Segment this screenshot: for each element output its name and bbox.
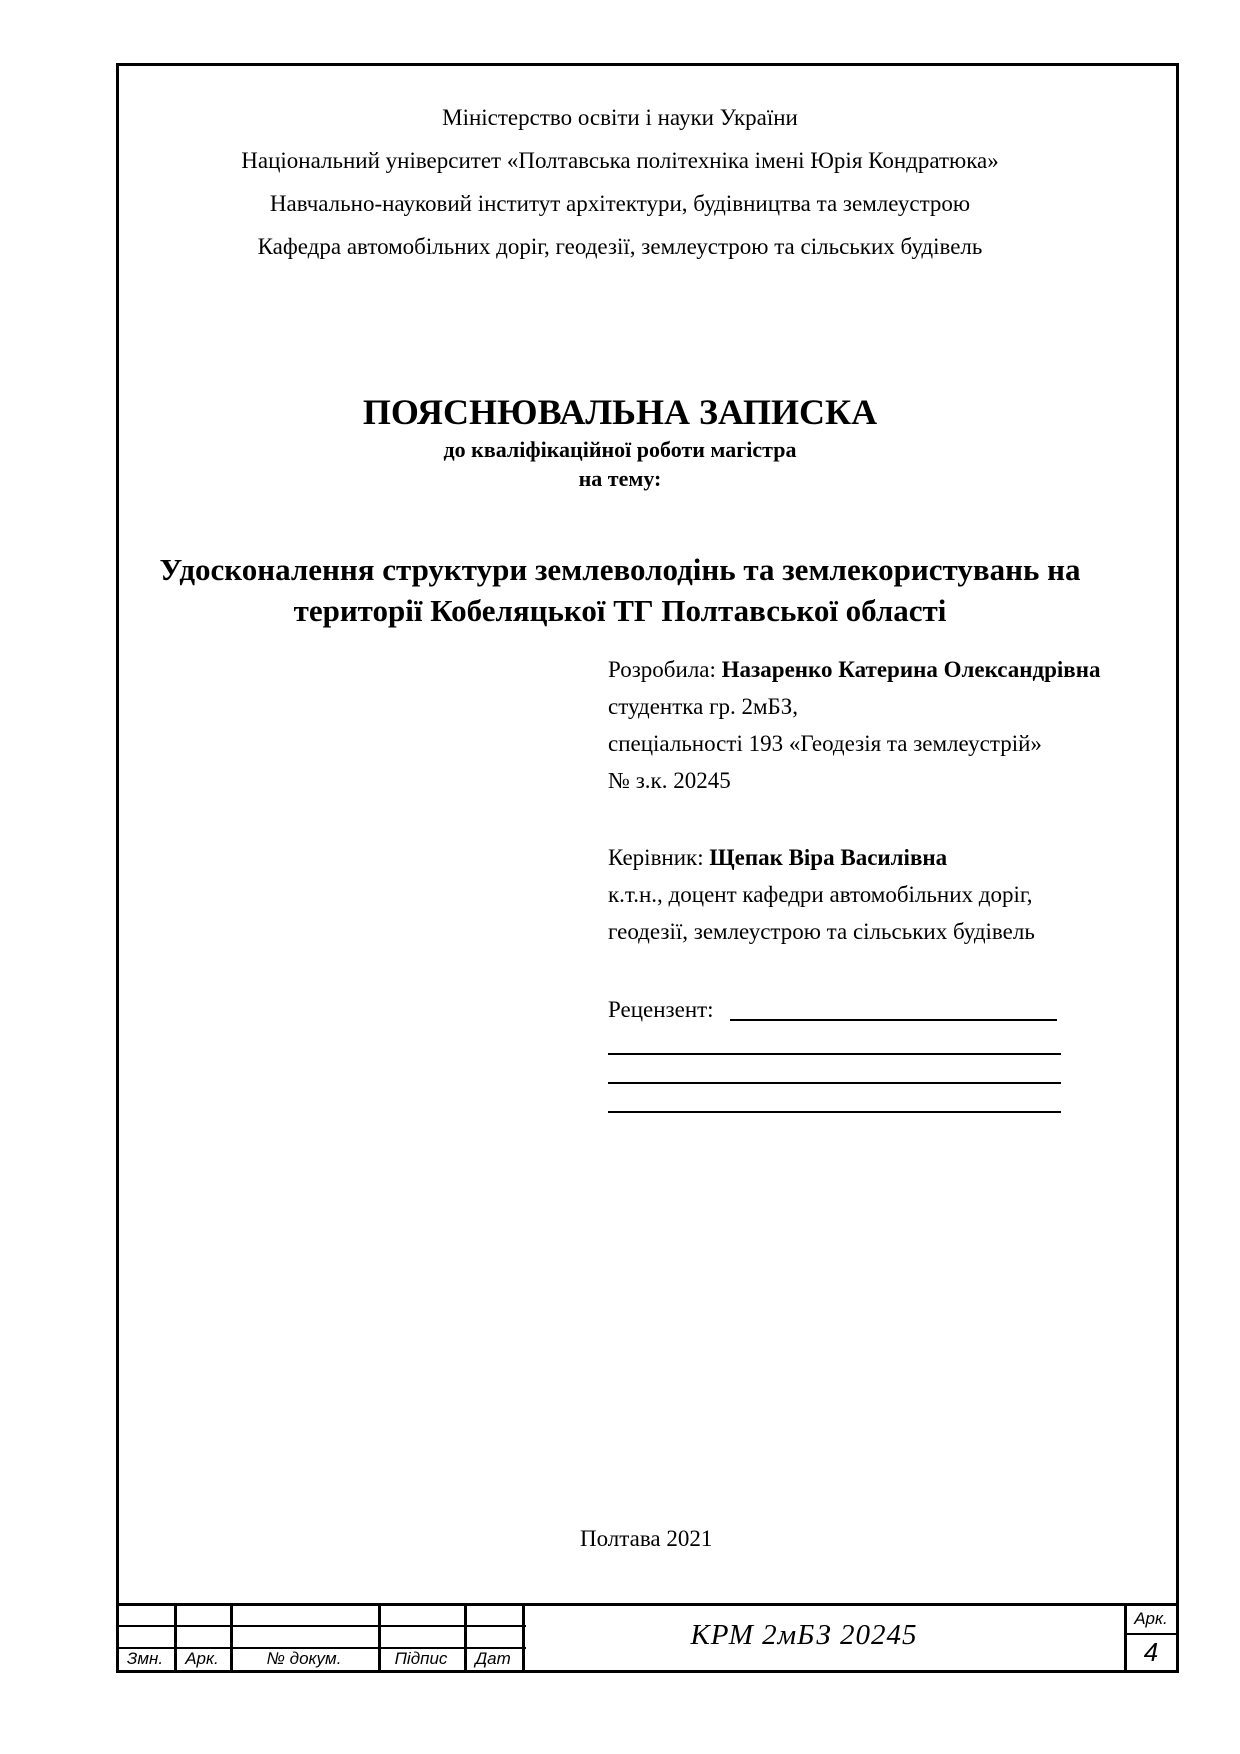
author-group: студентка гр. 2мБЗ, xyxy=(608,694,799,719)
stamp-sheet-divider xyxy=(1127,1633,1179,1635)
topic-line-2: території Кобеляцької ТГ Полтавської області xyxy=(293,593,947,628)
supervisor-position-1: к.т.н., доцент кафедри автомобільних доріг, xyxy=(608,882,1033,907)
reviewer-line-3 xyxy=(608,1111,1061,1113)
stamp-top-border-right xyxy=(536,1603,1179,1606)
university-line: Національний університет «Полтавська політехніка імені Юрія Кондратюка» xyxy=(241,148,999,173)
document-code: КРМ 2мБЗ 20245 xyxy=(690,1619,918,1651)
author-specialty: спеціальності 193 «Геодезія та землеустрій» xyxy=(608,731,1042,756)
supervisor-position-2: геодезії, землеустрою та сільських будівель xyxy=(608,919,1035,944)
reviewer-line-1 xyxy=(608,1053,1061,1055)
institute-line: Навчально-науковий інститут архітектури, будівництва та землеустрою xyxy=(269,191,971,216)
document-title: ПОЯСНЮВАЛЬНА ЗАПИСКА xyxy=(362,392,878,432)
reviewer-label: Рецензент: xyxy=(608,997,714,1022)
topic-caption: на тему: xyxy=(578,466,662,491)
reviewer-line-2 xyxy=(608,1082,1061,1084)
topic-line-1: Удосконалення структури землеволодінь та землекористувань на xyxy=(159,552,1081,587)
title-block xyxy=(116,1603,1179,1673)
stamp-col-divider xyxy=(522,1603,525,1673)
author-name: Назаренко Катерина Олександрівна xyxy=(721,657,1101,682)
supervisor-block xyxy=(608,843,947,873)
stamp-col-date: Дат xyxy=(475,1649,511,1668)
stamp-col-change: Змн. xyxy=(126,1649,164,1668)
author-label: Розробила: xyxy=(608,657,722,682)
stamp-col-sheet: Арк. xyxy=(185,1649,219,1668)
author-record: № з.к. 20245 xyxy=(608,768,731,793)
stamp-col-document: № докум. xyxy=(266,1649,342,1668)
department-line: Кафедра автомобільних доріг, геодезії, землеустрою та сільських будівель xyxy=(257,234,983,259)
document-subtitle: до кваліфікаційної роботи магістра xyxy=(443,437,797,462)
stamp-col-signature: Підпис xyxy=(394,1649,448,1668)
ministry-line: Міністерство освіти і науки України xyxy=(442,105,798,130)
author-block xyxy=(608,655,1100,685)
sheet-number: 4 xyxy=(1143,1637,1159,1667)
supervisor-label: Керівник: xyxy=(608,845,710,870)
supervisor-name: Щепак Віра Василівна xyxy=(709,845,948,870)
reviewer-name-line xyxy=(730,1019,1057,1021)
sheet-label: Арк. xyxy=(1134,1609,1168,1628)
stamp-top-border-left xyxy=(116,1603,536,1606)
city-year: Полтава 2021 xyxy=(580,1526,713,1551)
